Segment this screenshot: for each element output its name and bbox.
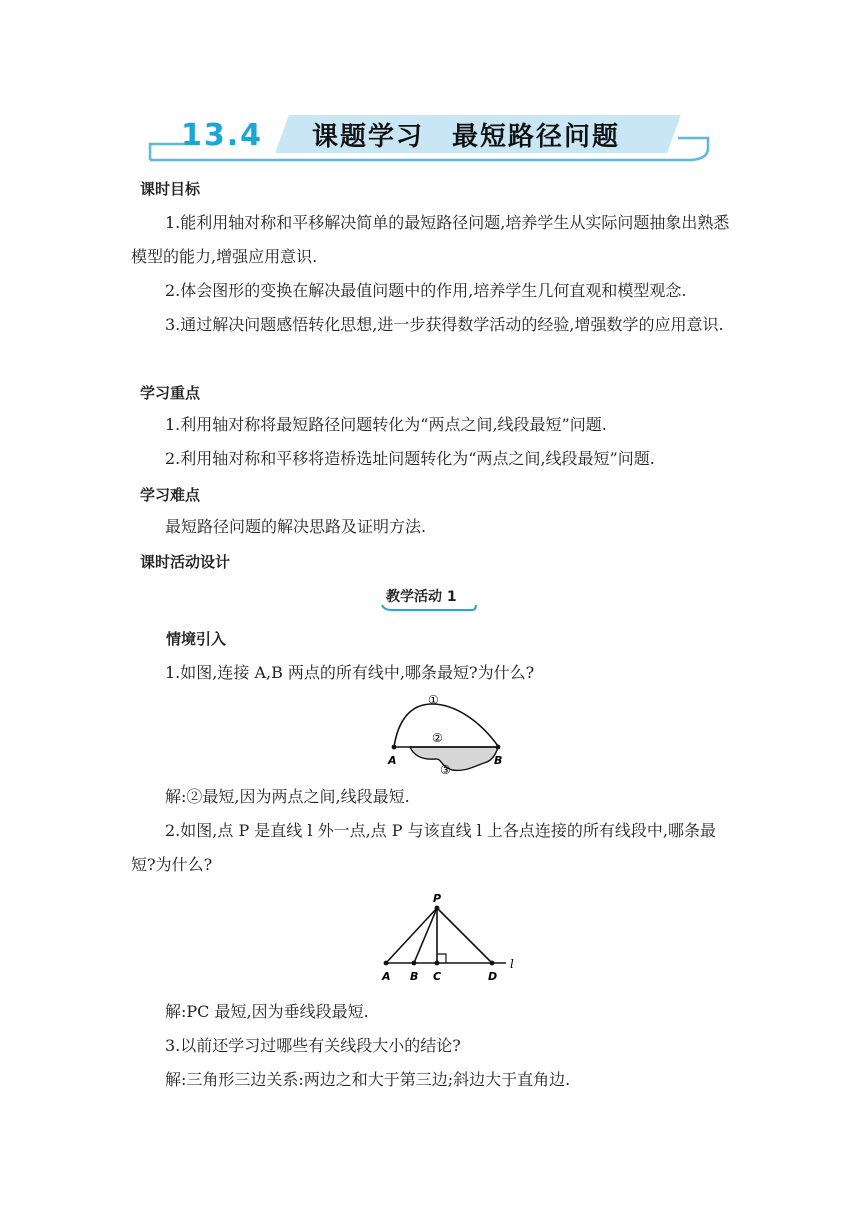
key-point-2: 2.利用轴对称和平移将造桥选址问题转化为“两点之间,线段最短”问题.	[165, 449, 655, 468]
page-title: 课题学习 最短路径问题	[312, 122, 621, 152]
difficulties-text: 最短路径问题的解决思路及证明方法.	[165, 517, 427, 536]
objective-1: 1.能利用轴对称和平移解决简单的最短路径问题,培养学生从实际问题抽象出熟悉模型的能力,增强应用意识.	[131, 213, 730, 266]
activity-tag: 教学活动 1	[386, 589, 457, 605]
fig2-point-b: B	[410, 970, 419, 983]
section-number: 13.4	[181, 118, 264, 153]
design-heading: 课时活动设计	[140, 553, 231, 571]
objective-3: 3.通过解决问题感悟转化思想,进一步获得数学活动的经验,增强数学的应用意识.	[165, 315, 724, 334]
fig1-label-1: ①	[428, 693, 439, 707]
fig1-point-b: B	[494, 754, 503, 767]
difficulties-heading: 学习难点	[140, 486, 201, 504]
fig1-point-a: A	[388, 754, 397, 767]
figure-perpendicular	[374, 888, 524, 984]
question-2: 2.如图,点 P 是直线 l 外一点,点 P 与该直线 l 上各点连接的所有线段中,哪条最短?为什么?	[131, 821, 716, 874]
fig1-label-3: ③	[440, 763, 451, 777]
intro-heading: 情境引入	[166, 630, 227, 648]
fig2-point-a: A	[382, 970, 391, 983]
key-point-1: 1.利用轴对称将最短路径问题转化为“两点之间,线段最短”问题.	[165, 415, 607, 434]
fig2-point-d: D	[488, 970, 498, 983]
fig2-point-c: C	[433, 970, 442, 983]
answer-2: 解:PC 最短,因为垂线段最短.	[165, 1002, 369, 1021]
activity-underline	[380, 603, 480, 613]
fig2-line-l: l	[510, 957, 514, 971]
objective-2: 2.体会图形的变换在解决最值问题中的作用,培养学生几何直观和模型观念.	[165, 281, 687, 300]
answer-1: 解:②最短,因为两点之间,线段最短.	[165, 787, 410, 806]
answer-3: 解:三角形三边关系:两边之和大于第三边;斜边大于直角边.	[165, 1070, 571, 1089]
question-1: 1.如图,连接 A,B 两点的所有线中,哪条最短?为什么?	[165, 663, 535, 682]
key-points-heading: 学习重点	[140, 384, 201, 402]
fig2-point-p: P	[433, 892, 442, 905]
fig1-label-2: ②	[432, 731, 443, 745]
figure-paths-ab	[380, 686, 510, 778]
objectives-heading: 课时目标	[140, 180, 201, 198]
question-3: 3.以前还学习过哪些有关线段大小的结论?	[165, 1036, 461, 1055]
